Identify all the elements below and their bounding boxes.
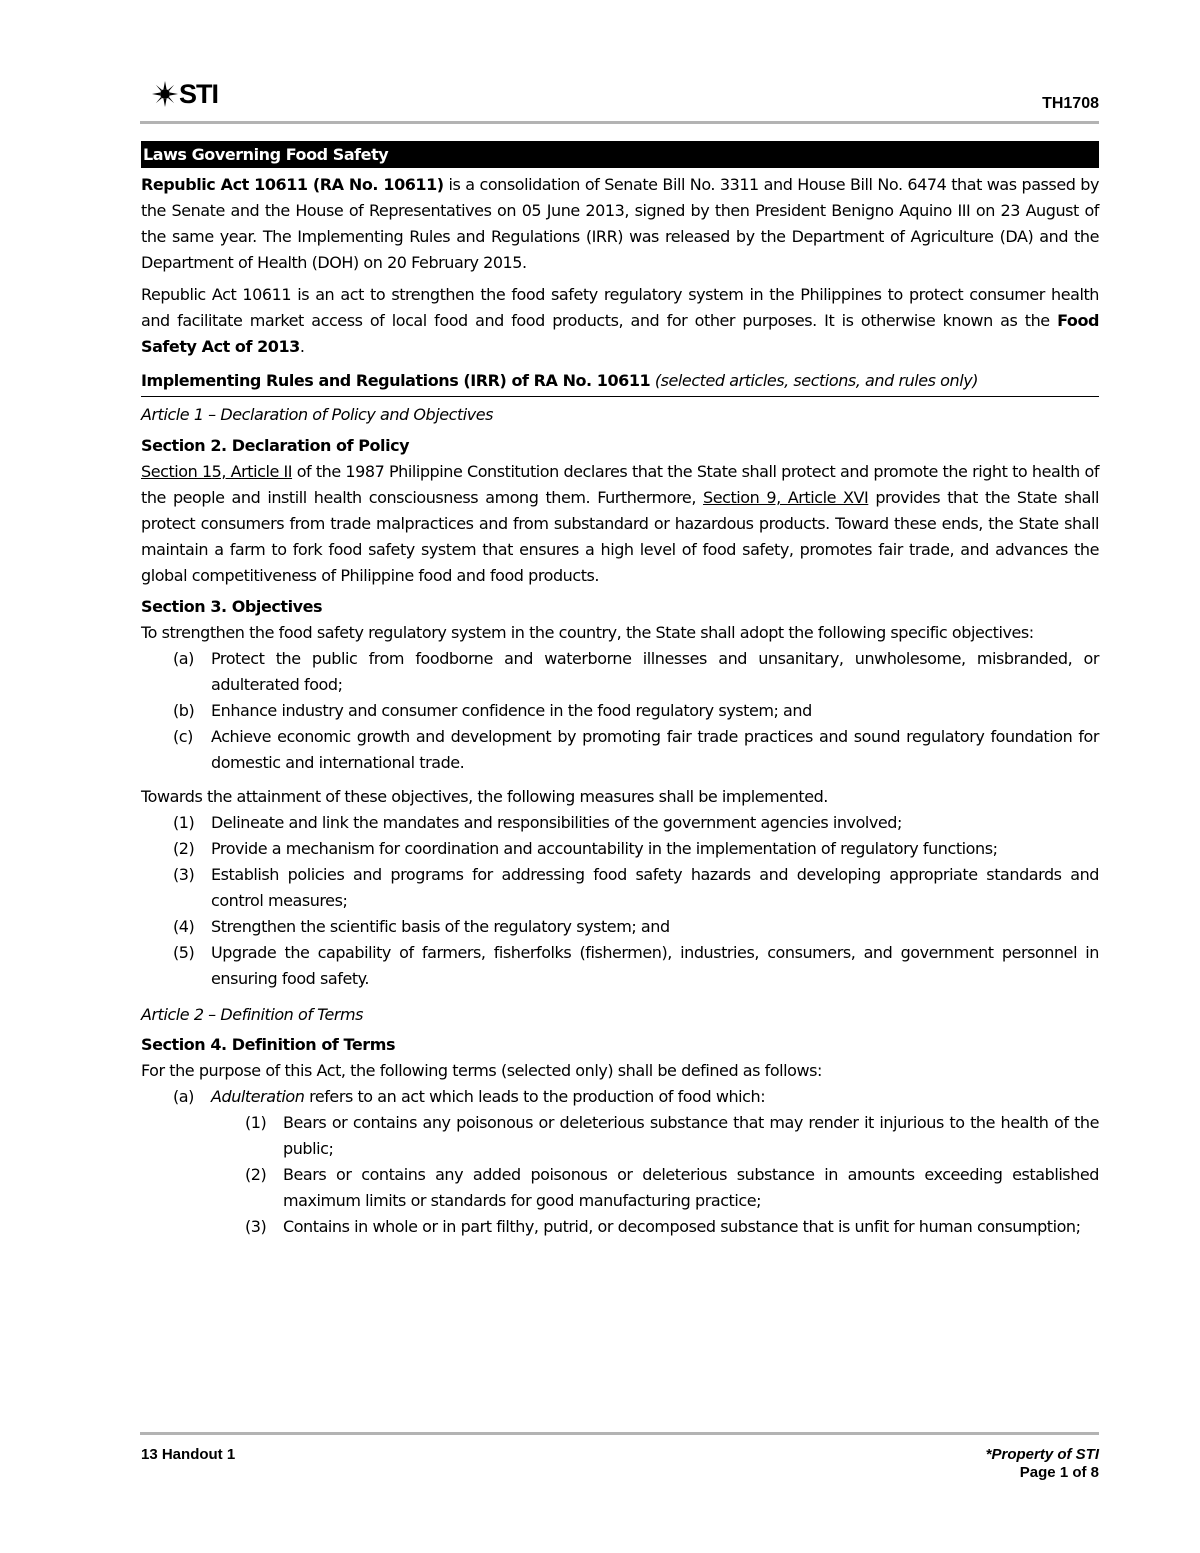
objectives-list (141, 646, 1099, 776)
logo-text: STI (179, 79, 219, 109)
list-item: (c) Achieve economic growth and development by promoting fair trade practices and sound regulatory foundation for domestic and international trade. (173, 727, 1099, 772)
footer-page-number: Page 1 of 8 (1019, 1464, 1099, 1481)
definition-adulteration: (a) Adulteration refers to an act which leads to the production of food which: (173, 1087, 766, 1106)
section-4-heading: Section 4. Definition of Terms (141, 1035, 396, 1054)
list-item: (4) Strengthen the scientific basis of the regulatory system; and (173, 917, 670, 936)
article-2-heading: Article 2 – Definition of Terms (141, 1005, 364, 1024)
footer-rule (140, 1432, 1099, 1435)
list-item: (1) Bears or contains any poisonous or deleterious substance that may render it injurious to the health of the public; (245, 1113, 1099, 1158)
irr-heading-note: (selected articles, sections, and rules only) (650, 371, 979, 390)
section-title-bar: Laws Governing Food Safety (141, 141, 1099, 168)
footer-property: *Property of STI (985, 1446, 1099, 1463)
list-item: (2) Bears or contains any added poisonous or deleterious substance in amounts exceeding established maximum limits or standards for good manufacturing practice; (245, 1165, 1099, 1210)
ra-purpose-text: Republic Act 10611 is an act to strengthen the food safety regulatory system in the Philippines to protect consumer health and facilitate market access of local food and food products, and for other purposes. It is otherwise known as the (141, 285, 1099, 330)
sti-burst-icon (152, 81, 178, 107)
document-code: TH1708 (1042, 95, 1099, 112)
ra-bold-lead: Republic Act 10611 (RA No. 10611) (141, 175, 444, 194)
section-2-heading: Section 2. Declaration of Policy (141, 436, 410, 455)
section-3-heading: Section 3. Objectives (141, 597, 323, 616)
term-adulteration: Adulteration (211, 1087, 305, 1106)
irr-heading-bold: Implementing Rules and Regulations (IRR) of RA No. 10611 (141, 371, 651, 390)
ra-intro-text: is a consolidation of Senate Bill No. 3311 and House Bill No. 6474 that was passed by the Senate and the House of Representatives on 05 June 2013, signed by then President Benigno Aquino III on 23 August of the same year. The Implementing Rules and Regulations (IRR) was released by the Department of Agriculture (DA) and the Department of Health (DOH) on 20 February 2015. (141, 175, 1100, 272)
ra-purpose-end: . (299, 337, 305, 356)
list-item: (3) Establish policies and programs for addressing food safety hazards and developing appropriate standards and control measures; (173, 865, 1099, 910)
paragraph-ra-purpose (141, 282, 1099, 360)
list-item: (2) Provide a mechanism for coordination and accountability in the implementation of regulatory functions; (173, 839, 998, 858)
list-item: (3) Contains in whole or in part filthy, putrid, or decomposed substance that is unfit for human consumption; (245, 1217, 1081, 1236)
list-item: (5) Upgrade the capability of farmers, fisherfolks (fishermen), industries, consumers, and government personnel in ensuring food safety. (173, 943, 1099, 988)
section-2-text: Section 15, Article II of the 1987 Philippine Constitution declares that the State shall protect and promote the right to health of the people and instill health consciousness among them. Furthermore, Section 9, Article XVI provides that the State shall protect consumers from trade malpractices and from substandard or hazardous products. Toward these ends, the State shall maintain a farm to fork food safety system that ensures a high level of food safety, promotes fair trade, and advances the global competitiveness of Philippine food and food products. (141, 462, 1099, 585)
article-1-heading: Article 1 – Declaration of Policy and Objectives (141, 405, 494, 424)
sti-logo (152, 79, 218, 109)
section-3-intro: To strengthen the food safety regulatory system in the country, the State shall adopt the following specific objectives: (141, 623, 1034, 642)
ra-short-title: Food Safety Act of 2013 (141, 311, 1099, 356)
footer-right (986, 1446, 1099, 1482)
constitution-link-1[interactable]: Section 15, Article II (141, 462, 293, 481)
irr-heading (141, 368, 1099, 397)
measures-list (141, 810, 1099, 992)
list-item: (b) Enhance industry and consumer confidence in the food regulatory system; and (173, 701, 812, 720)
header-rule (140, 121, 1099, 124)
constitution-link-2[interactable]: Section 9, Article XVI (703, 488, 869, 507)
section-4-intro: For the purpose of this Act, the following terms (selected only) shall be defined as follows: (141, 1061, 822, 1080)
adulteration-sublist (141, 1110, 1099, 1240)
list-item: (a) Protect the public from foodborne and waterborne illnesses and unsanitary, unwholesome, misbranded, or adulterated food; (173, 649, 1099, 694)
paragraph-ra-intro (141, 172, 1099, 276)
document-body (141, 141, 1099, 1240)
measures-intro: Towards the attainment of these objectives, the following measures shall be implemented. (141, 787, 828, 806)
footer-handout: 13 Handout 1 (141, 1446, 236, 1463)
list-item: (1) Delineate and link the mandates and responsibilities of the government agencies involved; (173, 813, 902, 832)
